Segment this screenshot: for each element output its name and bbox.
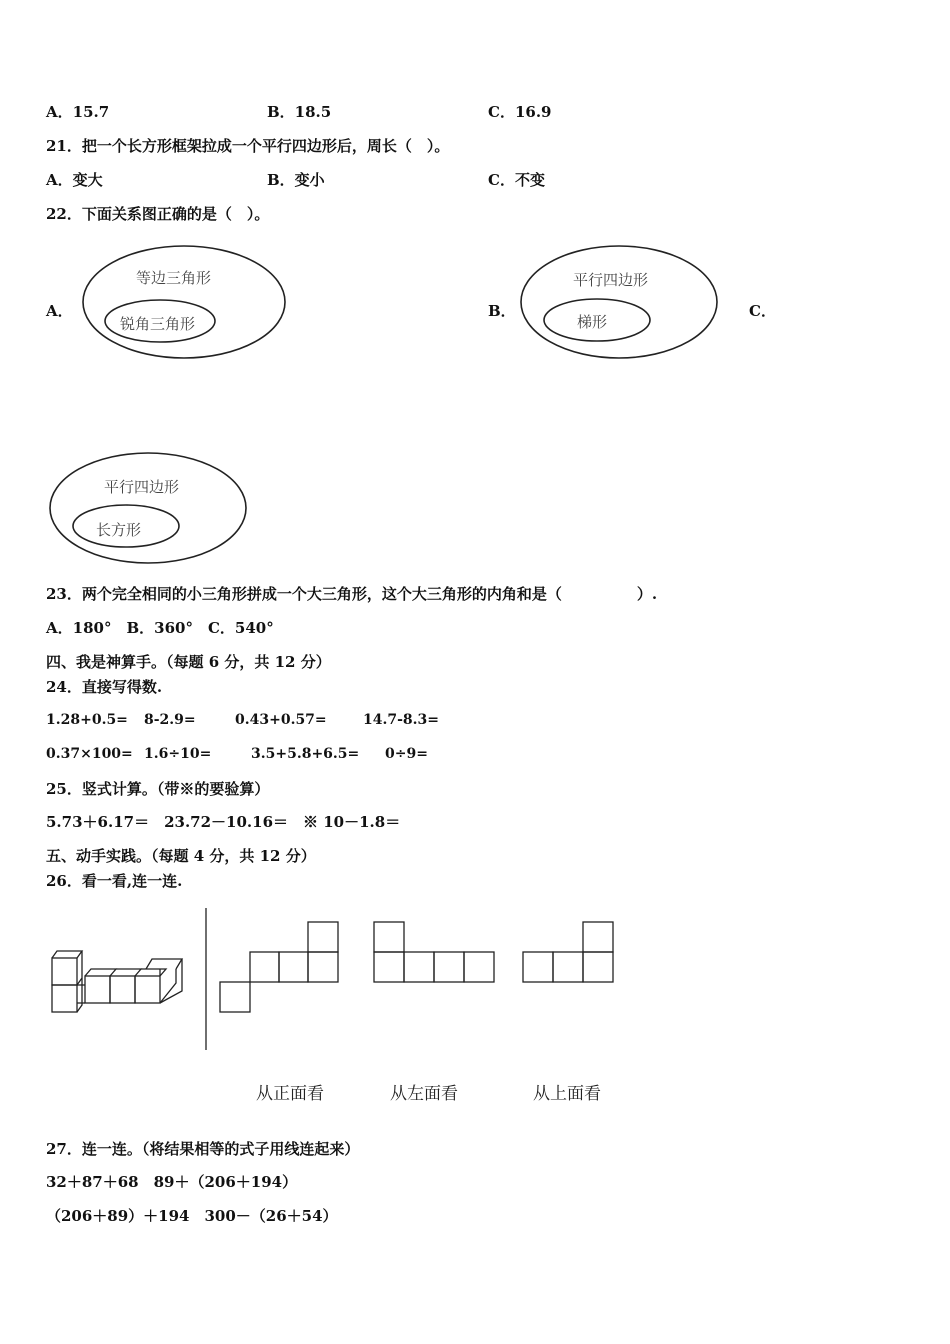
q21-option-b: B．变小 [267, 171, 325, 189]
venn-a-inner-label: 锐角三角形 [120, 315, 196, 333]
q22-option-b-label: B． [488, 302, 516, 320]
q24-expr: 1.6÷10= [144, 746, 212, 762]
q24-expr: 3.5+5.8+6.5= [251, 746, 360, 762]
q27-question: 27．连一连。（将结果相等的式子用线连起来） [46, 1140, 360, 1158]
q23-question: 23．两个完全相同的小三角形拼成一个大三角形，这个大三角形的内角和是（ ）. [46, 585, 658, 603]
venn-diagram-b [520, 245, 720, 361]
q22-question: 22．下面关系图正确的是（ ）。 [46, 205, 270, 223]
q24-expr: 1.28+0.5= [46, 712, 128, 728]
q22-option-c-label: C． [749, 302, 776, 320]
q20-option-b: B．18.5 [267, 103, 332, 121]
view-label-front: 从正面看 [256, 1084, 324, 1104]
q24-expr: 8-2.9= [144, 712, 196, 728]
q20-option-c: C．16.9 [488, 103, 552, 121]
view-label-top: 从上面看 [533, 1084, 601, 1104]
cube-stack-3d-figure [52, 951, 182, 1012]
q27-row-1: 32＋87＋68 89＋（206＋194） [46, 1173, 298, 1191]
q24-expr: 0.37×100= [46, 746, 133, 762]
section-5-title: 五、动手实践。（每题 4 分，共 12 分） [46, 847, 316, 865]
q21-option-a: A．变大 [46, 171, 103, 189]
q24-question: 24．直接写得数. [46, 678, 163, 696]
q26-figures [46, 905, 636, 1055]
q24-expr: 0÷9= [385, 746, 428, 762]
view-label-left: 从左面看 [390, 1084, 458, 1104]
q23-options: A．180° B．360° C．540° [46, 619, 274, 637]
venn-a-outer-label: 等边三角形 [136, 269, 212, 287]
q24-expr: 14.7-8.3= [363, 712, 439, 728]
q27-row-2: （206＋89）＋194 300－（26＋54） [46, 1207, 338, 1225]
q25-expressions: 5.73＋6.17＝ 23.72－10.16＝ ※ 10－1.8＝ [46, 813, 401, 831]
q21-question: 21．把一个长方形框架拉成一个平行四边形后，周长（ ）。 [46, 137, 450, 155]
venn-c-outer-label: 平行四边形 [104, 478, 180, 496]
venn-b-outer-label: 平行四边形 [573, 271, 649, 289]
q25-question: 25．竖式计算。（带※的要验算） [46, 780, 270, 798]
section-4-title: 四、我是神算手。（每题 6 分，共 12 分） [46, 653, 331, 671]
left-view-figure [374, 922, 494, 982]
q26-question: 26．看一看,连一连. [46, 872, 183, 890]
venn-diagram-a [82, 245, 288, 361]
front-view-figure [220, 922, 338, 1012]
venn-c-inner-label: 长方形 [96, 521, 142, 539]
q21-option-c: C．不变 [488, 171, 545, 189]
top-view-figure [523, 922, 613, 982]
q22-option-a-label: A． [46, 302, 73, 320]
venn-diagram-c [49, 452, 249, 566]
q24-expr: 0.43+0.57= [235, 712, 327, 728]
q20-option-a: A．15.7 [46, 103, 110, 121]
venn-b-inner-label: 梯形 [577, 313, 608, 331]
